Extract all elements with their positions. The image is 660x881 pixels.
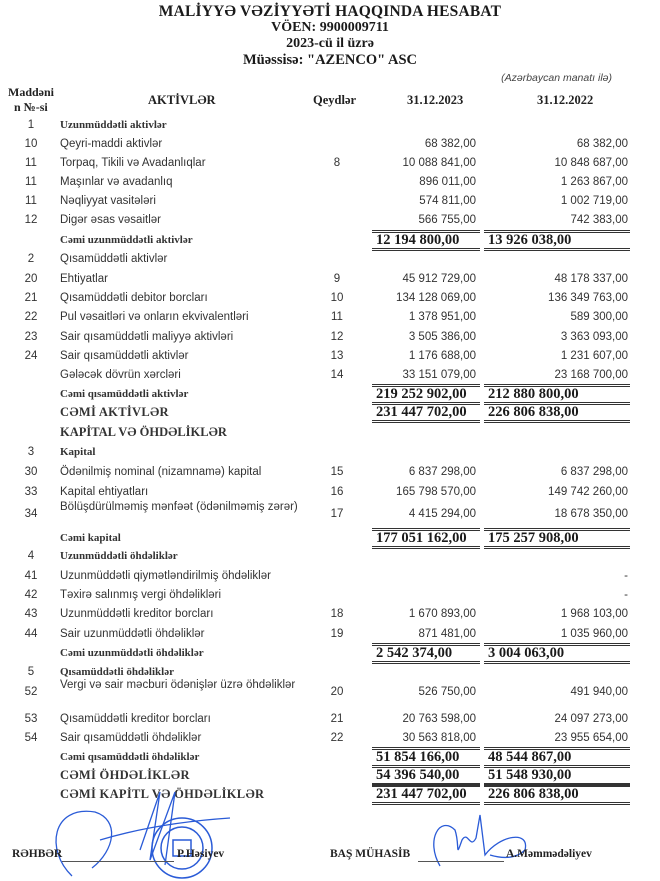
table-row — [0, 366, 660, 384]
value-2022: - — [624, 589, 628, 601]
table-row — [0, 501, 660, 523]
table-row — [0, 748, 660, 766]
table-row — [0, 586, 660, 604]
value-2023: 6 837 298,00 — [408, 466, 476, 478]
row-number: 2 — [27, 253, 35, 265]
director-name: P.Həsiyev — [177, 848, 225, 860]
row-label: Cəmi kapital — [60, 532, 121, 544]
value-2023: 574 811,00 — [419, 195, 476, 207]
value-2022: 742 383,00 — [570, 214, 628, 226]
value-2022: 68 382,00 — [576, 138, 628, 150]
table-row — [0, 567, 660, 585]
value-2023: 1 378 951,00 — [408, 311, 476, 323]
row-label: KAPİTAL VƏ ÖHDƏLİKLƏR — [60, 425, 227, 439]
value-2022: 48 178 337,00 — [554, 273, 628, 285]
director-title: RƏHBƏR — [12, 848, 63, 860]
total-rule — [484, 528, 630, 531]
row-number: 53 — [24, 713, 38, 725]
column-number-header-line2: n №-si — [14, 100, 48, 114]
row-label: Torpaq, Tikili və Avadanlıqlar — [60, 157, 206, 169]
table-row — [0, 211, 660, 229]
value-2022: 23 168 700,00 — [554, 369, 628, 381]
value-2022: 149 742 260,00 — [548, 486, 628, 498]
row-number: 5 — [27, 666, 35, 678]
row-label: Pul vəsaitləri və onların ekvivalentləri — [60, 311, 249, 323]
table-row — [0, 154, 660, 172]
director-signature-icon — [56, 792, 230, 876]
value-2022: 226 806 838,00 — [488, 786, 579, 802]
table-row — [0, 785, 660, 803]
row-label: Sair qısamüddətli maliyyə aktivləri — [60, 331, 234, 343]
table-row — [0, 766, 660, 784]
row-label: Digər əsas vəsaitlər — [60, 214, 161, 226]
value-2023: 4 415 294,00 — [408, 508, 476, 520]
value-2023: 566 755,00 — [418, 214, 476, 226]
value-2023: 1 670 893,00 — [408, 608, 476, 620]
row-number: 11 — [25, 157, 37, 169]
table-row — [0, 347, 660, 365]
table-row — [0, 250, 660, 268]
row-number: 12 — [24, 214, 38, 226]
table-row — [0, 173, 660, 191]
value-2022: 3 363 093,00 — [560, 331, 628, 343]
value-2023: 54 396 540,00 — [376, 767, 460, 783]
row-label: Sair uzunmüddətli öhdəliklər — [60, 628, 205, 640]
row-label: Qısamüddətli aktivlər — [60, 253, 168, 265]
value-2022: 1 968 103,00 — [560, 608, 628, 620]
row-label: Nəqliyyat vasitələri — [60, 195, 156, 207]
table-row — [0, 328, 660, 346]
row-number: 54 — [24, 732, 38, 744]
row-label: Bölüşdürülməmiş mənfəət (ödənilməmiş zərər) — [60, 501, 298, 513]
value-2023: 51 854 166,00 — [376, 749, 460, 765]
row-label: Cəmi uzunmüddətli öhdəliklər — [60, 647, 204, 659]
row-label: Vergi və sair məcburi ödənişlər üzrə öhdəliklər — [60, 679, 296, 691]
value-2023: 45 912 729,00 — [402, 273, 476, 285]
table-row — [0, 270, 660, 288]
value-2023: 219 252 902,00 — [376, 386, 467, 402]
value-2023: 33 151 079,00 — [402, 369, 476, 381]
table-row — [0, 679, 660, 701]
total-rule — [484, 402, 630, 405]
column-number-header-line1: Maddəni — [8, 85, 55, 99]
row-label: Qısamüddətli öhdəliklər — [60, 666, 174, 678]
table-row — [0, 443, 660, 461]
row-note: 15 — [330, 466, 344, 478]
value-2022: 51 548 930,00 — [488, 767, 572, 783]
value-2022: 1 231 607,00 — [560, 350, 628, 362]
row-label: Uzunmüddətli aktivlər — [60, 119, 167, 131]
value-2023: 20 763 598,00 — [402, 713, 476, 725]
row-number: 41 — [24, 570, 38, 582]
report-title: MALİYYƏ VƏZİYYƏTİ HAQQINDA HESABAT — [158, 3, 502, 20]
row-label: Ödənilmiş nominal (nizamnamə) kapital — [60, 466, 262, 478]
table-row — [0, 463, 660, 481]
row-note: 19 — [330, 628, 344, 640]
value-2022: 1 263 867,00 — [560, 176, 628, 188]
value-2022: 3 004 063,00 — [488, 645, 565, 661]
row-note: 12 — [330, 331, 344, 343]
row-label: Qeyri-maddi aktivlər — [60, 138, 163, 150]
row-number: 3 — [27, 446, 35, 458]
value-2022: 48 544 867,00 — [488, 749, 572, 765]
director-signature-line — [62, 861, 174, 862]
total-rule — [372, 402, 480, 405]
table-row — [0, 625, 660, 643]
value-2022: 491 940,00 — [570, 686, 628, 698]
value-2022: 23 955 654,00 — [554, 732, 628, 744]
row-number: 34 — [24, 508, 38, 520]
value-2022: 136 349 763,00 — [548, 292, 628, 304]
total-rule — [484, 384, 630, 387]
row-note: 9 — [333, 273, 341, 285]
table-row — [0, 729, 660, 747]
table-row — [0, 423, 660, 441]
report-period: 2023-cü il üzrə — [286, 36, 374, 51]
row-number: 20 — [24, 273, 38, 285]
row-note: 21 — [330, 713, 344, 725]
value-2022: 13 926 038,00 — [488, 232, 572, 248]
row-note: 18 — [330, 608, 344, 620]
total-rule — [484, 230, 630, 233]
row-label: Qısamüddətli debitor borcları — [60, 292, 208, 304]
row-number: 30 — [24, 466, 38, 478]
row-label: Təxirə salınmış vergi öhdəlikləri — [60, 589, 222, 601]
value-2023: 177 051 162,00 — [376, 530, 467, 546]
row-number: 11 — [25, 195, 37, 207]
value-2022: 212 880 800,00 — [488, 386, 579, 402]
value-2023: 526 750,00 — [418, 686, 476, 698]
row-number: 21 — [24, 292, 38, 304]
value-2022: 1 002 719,00 — [560, 195, 628, 207]
table-row — [0, 529, 660, 547]
table-row — [0, 116, 660, 134]
value-2022: 175 257 908,00 — [488, 530, 579, 546]
value-2022: 589 300,00 — [570, 311, 628, 323]
row-note: 20 — [330, 686, 344, 698]
accountant-title: BAŞ MÜHASİB — [330, 848, 411, 860]
row-label: Uzunmüddətli öhdəliklər — [60, 550, 178, 562]
row-number: 4 — [27, 550, 35, 562]
table-row — [0, 192, 660, 210]
value-2023: 10 088 841,00 — [402, 157, 476, 169]
value-2023: 68 382,00 — [424, 138, 476, 150]
table-row — [0, 483, 660, 501]
row-number: 52 — [24, 686, 38, 698]
row-number: 33 — [24, 486, 38, 498]
row-note: 8 — [333, 157, 341, 169]
table-row — [0, 385, 660, 403]
value-2022: 24 097 273,00 — [554, 713, 628, 725]
column-2023-header: 31.12.2023 — [407, 93, 464, 107]
row-note: 17 — [330, 508, 344, 520]
value-2022: 226 806 838,00 — [488, 404, 579, 420]
total-rule — [484, 643, 630, 646]
value-2022: 18 678 350,00 — [554, 508, 628, 520]
row-number: 43 — [24, 608, 38, 620]
value-2023: 896 011,00 — [419, 176, 476, 188]
value-2022: 6 837 298,00 — [560, 466, 628, 478]
table-row — [0, 289, 660, 307]
table-row — [0, 308, 660, 326]
column-assets-header: AKTİVLƏR — [148, 93, 216, 107]
value-2023: 231 447 702,00 — [376, 404, 467, 420]
total-rule — [372, 784, 480, 787]
value-2023: 231 447 702,00 — [376, 786, 467, 802]
row-label: Qısamüddətli kreditor borcları — [60, 713, 211, 725]
total-rule — [372, 747, 480, 750]
table-row — [0, 403, 660, 421]
accountant-signature-line — [418, 861, 504, 862]
row-note: 22 — [330, 732, 344, 744]
row-note: 11 — [331, 311, 343, 323]
value-2023: 134 128 069,00 — [396, 292, 476, 304]
tax-id: VÖEN: 9900009711 — [271, 20, 389, 35]
row-label: Maşınlar və avadanlıq — [60, 176, 173, 188]
column-2022-header: 31.12.2022 — [537, 93, 594, 107]
value-2023: 3 505 386,00 — [408, 331, 476, 343]
row-label: Cəmi qısamüddətli öhdəliklər — [60, 751, 200, 763]
row-note: 14 — [330, 369, 344, 381]
total-rule — [484, 765, 630, 768]
row-label: Gələcək dövrün xərcləri — [60, 369, 181, 381]
row-label: Cəmi uzunmüddətli aktivlər — [60, 234, 193, 246]
row-number: 22 — [24, 311, 38, 323]
total-rule — [484, 747, 630, 750]
row-label: CƏMİ AKTİVLƏR — [60, 405, 169, 419]
row-number: 44 — [24, 628, 38, 640]
currency-note: (Azərbaycan manatı ilə) — [501, 72, 612, 84]
table-row — [0, 605, 660, 623]
table-row — [0, 644, 660, 662]
value-2023: 871 481,00 — [418, 628, 476, 640]
row-label: Cəmi qısamüddətli aktivlər — [60, 388, 189, 400]
row-note: 13 — [330, 350, 344, 362]
row-note: 16 — [330, 486, 344, 498]
row-number: 11 — [25, 176, 37, 188]
table-row — [0, 710, 660, 728]
total-rule — [372, 384, 480, 387]
value-2022: - — [624, 570, 628, 582]
value-2022: 10 848 687,00 — [554, 157, 628, 169]
table-row — [0, 231, 660, 249]
row-label: Ehtiyatlar — [60, 273, 108, 285]
row-label: CƏMİ ÖHDƏLİKLƏR — [60, 768, 190, 782]
row-label: Sair qısamüddətli öhdəliklər — [60, 732, 202, 744]
total-rule — [372, 802, 480, 805]
row-label: Uzunmüddətli qiymətləndirilmiş öhdəliklər — [60, 570, 271, 582]
row-number: 24 — [24, 350, 38, 362]
total-rule — [484, 784, 630, 787]
row-number: 10 — [24, 138, 38, 150]
row-number: 1 — [27, 119, 35, 131]
total-rule — [372, 528, 480, 531]
value-2023: 1 176 688,00 — [408, 350, 476, 362]
entity-name: Müəssisə: "AZENCO" ASC — [243, 52, 417, 68]
row-note: 10 — [330, 292, 344, 304]
total-rule — [372, 765, 480, 768]
total-rule — [372, 230, 480, 233]
row-label: Kapital — [60, 446, 96, 458]
value-2023: 165 798 570,00 — [396, 486, 476, 498]
value-2023: 12 194 800,00 — [376, 232, 460, 248]
value-2022: 1 035 960,00 — [560, 628, 628, 640]
total-rule — [484, 802, 630, 805]
row-label: Sair qısamüddətli aktivlər — [60, 350, 189, 362]
value-2023: 2 542 374,00 — [376, 645, 453, 661]
total-rule — [372, 643, 480, 646]
row-number: 23 — [24, 331, 38, 343]
table-row — [0, 547, 660, 565]
row-label: CƏMİ KAPİTL VƏ ÖHDƏLİKLƏR — [60, 787, 265, 801]
row-label: Uzunmüddətli kreditor borcları — [60, 608, 214, 620]
column-notes-header: Qeydlər — [313, 93, 357, 107]
table-row — [0, 135, 660, 153]
accountant-name: A.Məmmədəliyev — [506, 848, 592, 860]
value-2023: 30 563 818,00 — [402, 732, 476, 744]
row-number: 42 — [24, 589, 38, 601]
row-label: Kapital ehtiyatları — [60, 486, 149, 498]
